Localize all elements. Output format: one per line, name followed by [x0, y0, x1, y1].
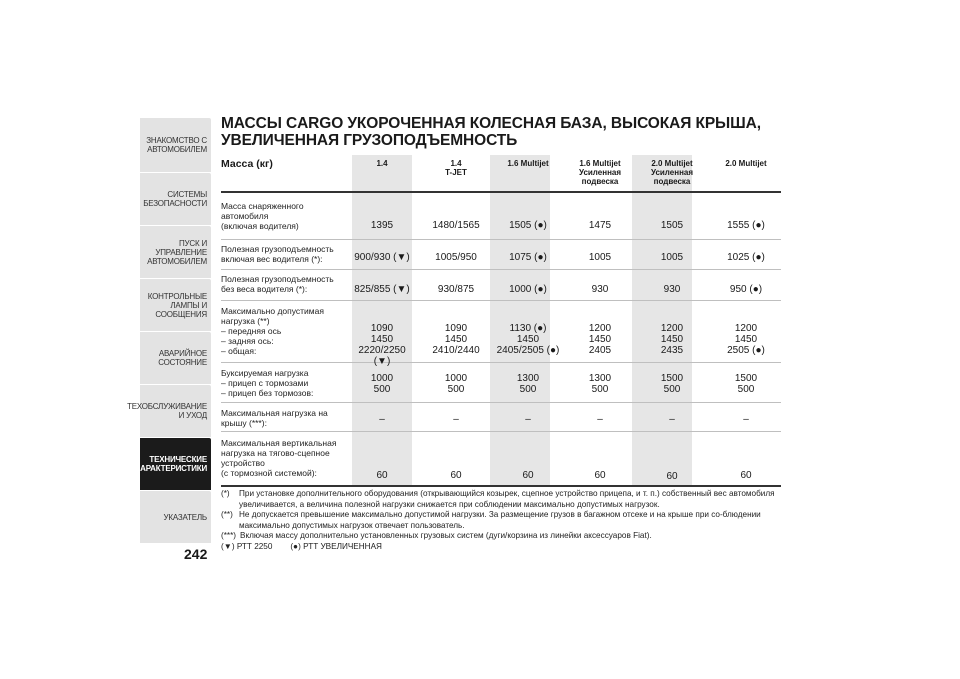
table-cell: 1005: [588, 252, 612, 263]
table-cell: 1395: [370, 220, 394, 231]
legend-item-dot: (●) РТТ УВЕЛИЧЕННАЯ: [290, 541, 382, 551]
table-cell: 930/875: [437, 284, 475, 295]
column-header: 1.6 Multijet: [507, 159, 549, 168]
table-cell: 1480/1565: [432, 220, 480, 231]
footnote: [221, 510, 786, 531]
footnote-text: Не допускается превышение максимально допустимой нагрузки. За размещение грузов в багажном отсеке и на крыше при со-блюдении максимально допустимых нагрузок отвечает пользователь.: [239, 510, 761, 530]
column-header: 1.4: [376, 159, 388, 168]
chapter-sidebar: [127, 118, 211, 544]
mass-table: [221, 155, 781, 487]
sidebar-item-intro[interactable]: ЗНАКОМСТВО С АВТОМОБИЛЕМ: [140, 118, 211, 172]
table-cell: 1555 (●): [727, 220, 765, 231]
table-cell: 1000 (●): [509, 284, 547, 295]
table-cell: 1505 (●): [509, 220, 547, 231]
row-label: Масса снаряженного автомобиля (включая водителя): [221, 201, 304, 231]
table-cell: –: [743, 414, 749, 425]
row-label: Буксируемая нагрузка – прицеп с тормозами – прицеп без тормозов:: [221, 368, 314, 398]
sidebar-item-maintenance[interactable]: ТЕХОБСЛУЖИВАНИЕ И УХОД: [140, 385, 211, 437]
table-cell: 1300 500: [588, 373, 612, 395]
table-cell: 60: [666, 471, 678, 482]
table-cell: 1090 1450 2220/2250 (▼): [358, 323, 406, 367]
page-number: 242: [184, 546, 208, 562]
table-cell: 1000 500: [444, 373, 468, 395]
row-label: Полезная грузоподъемность без веса водителя (*):: [221, 274, 334, 294]
table-cell: 1000 500: [370, 373, 394, 395]
table-cell: 1500 500: [660, 373, 684, 395]
table-cell: 950 (●): [729, 284, 763, 295]
footnote-mark: (***): [221, 531, 237, 540]
column-header: 2.0 Multijet: [725, 159, 767, 168]
table-row: [221, 301, 781, 367]
table-cell: –: [597, 414, 603, 425]
symbol-legend: [221, 542, 786, 553]
table-cell: 1300 500: [516, 373, 540, 395]
page-title: [221, 115, 781, 149]
table-cell: 60: [450, 470, 462, 481]
table-cell: –: [669, 414, 675, 425]
table-row: [221, 403, 781, 432]
footnote-text: Включая массу дополнительно установленных грузовых систем (дуги/корзина из линейки аксессуаров Fiat).: [240, 531, 652, 540]
table-cell: –: [453, 414, 459, 425]
table-row: [221, 240, 781, 270]
row-label: Максимальная нагрузка на крышу (***):: [221, 408, 328, 428]
table-cell: 1200 1450 2435: [660, 323, 684, 356]
table-cell: 1500 500: [734, 373, 758, 395]
table-row: [221, 432, 781, 487]
table-cell: 1130 (●) 1450 2405/2505 (●): [496, 323, 560, 356]
footnote-mark: (*): [221, 489, 230, 498]
table-cell: 1005: [660, 252, 684, 263]
table-cell: 1475: [588, 220, 612, 231]
legend-item-triangle: (▼) РТТ 2250: [221, 541, 273, 551]
table-cell: –: [379, 414, 385, 425]
sidebar-item-emergency[interactable]: АВАРИЙНОЕ СОСТОЯНИЕ: [140, 332, 211, 384]
footnote: [221, 489, 786, 510]
table-cell: 60: [376, 470, 388, 481]
sidebar-item-safety[interactable]: СИСТЕМЫ БЕЗОПАСНОСТИ: [140, 173, 211, 225]
table-row: [221, 363, 781, 403]
page-title-line-1: МАССЫ CARGO УКОРОЧЕННАЯ КОЛЕСНАЯ БАЗА, ВЫСОКАЯ КРЫША,: [221, 115, 761, 132]
row-label: Максимально допустимая нагрузка (**) – передняя ось – задняя ось: – общая:: [221, 306, 324, 356]
table-header: [221, 155, 781, 193]
table-cell: –: [525, 414, 531, 425]
row-label: Максимальная вертикальная нагрузка на тягово-сцепное устройство (с тормозной системой):: [221, 438, 337, 478]
table-cell: 930: [663, 284, 681, 295]
table-row: [221, 193, 781, 240]
footnotes: [221, 489, 786, 552]
table-cell: 1005/950: [435, 252, 477, 263]
column-header: 2.0 Multijet Усиленная подвеска: [650, 159, 694, 186]
page-title-line-2: УВЕЛИЧЕННАЯ ГРУЗОПОДЪЕМНОСТЬ: [221, 132, 518, 149]
table-cell: 60: [740, 470, 752, 481]
sidebar-item-index[interactable]: УКАЗАТЕЛЬ: [140, 491, 211, 543]
sidebar-item-warning-lights[interactable]: КОНТРОЛЬНЫЕ ЛАМПЫ И СООБЩЕНИЯ: [140, 279, 211, 331]
table-cell: 900/930 (▼): [354, 252, 410, 263]
mass-label: Масса (кг): [221, 158, 273, 170]
table-cell: 1505: [660, 220, 684, 231]
table-cell: 1025 (●): [727, 252, 765, 263]
table-cell: 1200 1450 2405: [588, 323, 612, 356]
table-cell: 60: [594, 470, 606, 481]
footnote: [221, 531, 786, 542]
sidebar-item-specifications[interactable]: ТЕХНИЧЕСКИЕ ХАРАКТЕРИСТИКИ: [140, 438, 211, 490]
sidebar-item-driving[interactable]: ПУСК И УПРАВЛЕНИЕ АВТОМОБИЛЕМ: [140, 226, 211, 278]
footnote-mark: (**): [221, 510, 233, 519]
table-row: [221, 270, 781, 301]
table-cell: 825/855 (▼): [354, 284, 410, 295]
column-header: 1.6 Multijet Усиленная подвеска: [578, 159, 622, 186]
table-cell: 1090 1450 2410/2440: [432, 323, 480, 356]
table-cell: 930: [591, 284, 609, 295]
row-label: Полезная грузоподъемность включая вес водителя (*):: [221, 244, 334, 264]
footnote-text: При установке дополнительного оборудования (открывающийся козырек, сцепное устройство прицепа, и т. п.) собственный вес автомобиля увеличивается, а величина полезной нагрузки снижается при соблюдении максимально допустимых нагрузок.: [239, 489, 775, 509]
column-header: 1.4 T-JET: [445, 159, 467, 177]
table-cell: 1200 1450 2505 (●): [727, 323, 765, 356]
table-cell: 60: [522, 470, 534, 481]
table-cell: 1075 (●): [509, 252, 547, 263]
